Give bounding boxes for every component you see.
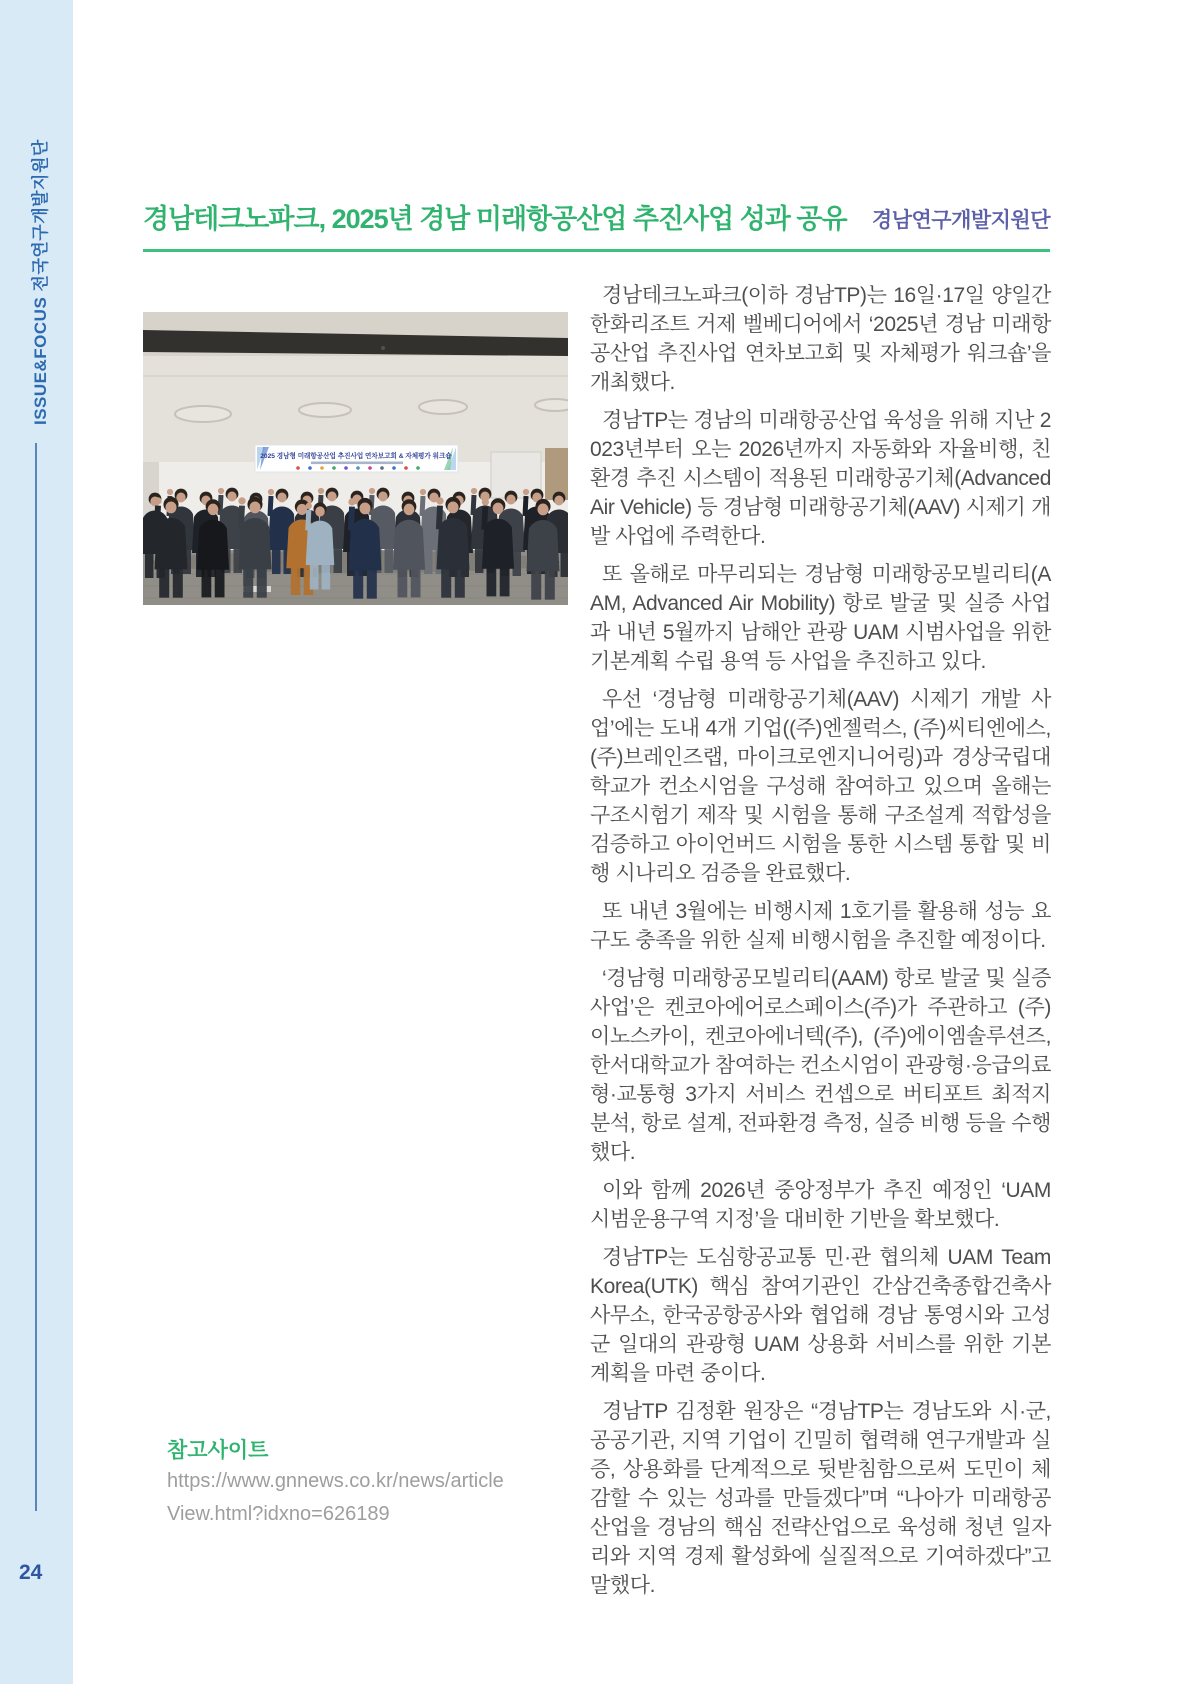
- paragraph-8: 경남TP는 도심항공교통 민·관 협의체 UAM Team Korea(UTK) 핵심 참여기관인 간삼건축종합건축사사무소, 한국공항공사와 협업해 경남 통영시와 고성군 일대의 관광형 UAM 상용화 서비스를 위한 기본계획을 마련 중이다.: [590, 1246, 1051, 1385]
- paragraph-3: 또 올해로 마무리되는 경남형 미래항공모빌리티(AAM, Advanced Air Mobility) 항로 발굴 및 실증 사업과 내년 5월까지 남해안 관광 UAM 시범사업을 위한 기본계획 수립 용역 등 사업을 추진하고 있다.: [590, 563, 1051, 673]
- org-label: 경남연구개발지원단: [871, 209, 1050, 232]
- reference-url-line1: https://www.gnnews.co.kr/news/article: [167, 1470, 504, 1492]
- paragraph-9: 경남TP 김정환 원장은 “경남TP는 경남도와 시·군, 공공기관, 지역 기업이 긴밀히 협력해 연구개발과 실증, 상용화를 단계적으로 뒷받침함으로써 도민이 체감할 수 있는 성과를 만들겠다”며 “나아가 미래항공산업을 경남의 핵심 전략산업으로 육성해 청년 일자리와 지역 경제 활성화에 실질적으로 기여하겠다”고 말했다.: [590, 1400, 1051, 1597]
- reference-url: [167, 1465, 504, 1531]
- title-underline: [143, 249, 1050, 252]
- sidebar-divider-line: [35, 443, 37, 1511]
- reference-url-line2: View.html?idxno=626189: [167, 1503, 390, 1525]
- event-photo-illustration: [143, 312, 568, 605]
- paragraph-1: 경남테크노파크(이하 경남TP)는 16일·17일 양일간 한화리조트 거제 벨베디어에서 ‘2025년 경남 미래항공산업 추진사업 연차보고회 및 자체평가 워크숍’을 개최했다.: [590, 284, 1051, 394]
- sidebar-vertical-label: ISSUE&FOCUS 전국연구개발지원단: [31, 139, 50, 425]
- banner-title-text: 2025 경남형 미래항공산업 추진사업 연차보고회 & 자체평가 워크숍: [260, 453, 452, 460]
- reference-label: 참고사이트: [167, 1439, 269, 1462]
- paragraph-7: 이와 함께 2026년 중앙정부가 추진 예정인 ‘UAM 시범운용구역 지정’을 대비한 기반을 확보했다.: [590, 1179, 1051, 1231]
- paragraph-6: ‘경남형 미래항공모빌리티(AAM) 항로 발굴 및 실증 사업’은 켄코아에어로스페이스(주)가 주관하고 (주)이노스카이, 켄코아에너텍(주), (주)에이엠솔루션즈, 한서대학교가 참여하는 컨소시엄이 관광형·응급의료형·교통형 3가지 서비스 컨셉으로 버티포트 최적지 분석, 항로 설계, 전파환경 측정, 실증 비행 등을 수행했다.: [590, 967, 1051, 1164]
- sidebar: [0, 0, 73, 1684]
- page-number: 24: [19, 1561, 43, 1584]
- article-title: 경남테크노파크, 2025년 경남 미래항공산업 추진사업 성과 공유: [143, 204, 847, 234]
- article-body: [590, 281, 1051, 1609]
- paragraph-4: 우선 ‘경남형 미래항공기체(AAV) 시제기 개발 사업’에는 도내 4개 기업((주)엔젤럭스, (주)씨티엔에스, (주)브레인즈랩, 마이크로엔지니어링)과 경상국립대학교가 컨소시엄을 구성해 참여하고 있으며 올해는 구조시험기 제작 및 시험을 통해 구조설계 적합성을 검증하고 아이언버드 시험을 통한 시스템 통합 및 비행 시나리오 검증을 완료했다.: [590, 688, 1051, 885]
- event-banner: [255, 445, 458, 472]
- paragraph-2: 경남TP는 경남의 미래항공산업 육성을 위해 지난 2023년부터 오는 2026년까지 자동화와 자율비행, 친환경 추진 시스템이 적용된 미래항공기체(Advanced Air Vehicle) 등 경남형 미래항공기체(AAV) 시제기 개발 사업에 주력한다.: [590, 409, 1051, 548]
- event-photo: [143, 312, 568, 605]
- paragraph-5: 또 내년 3월에는 비행시제 1호기를 활용해 성능 요구도 충족을 위한 실제 비행시험을 추진할 예정이다.: [590, 900, 1051, 952]
